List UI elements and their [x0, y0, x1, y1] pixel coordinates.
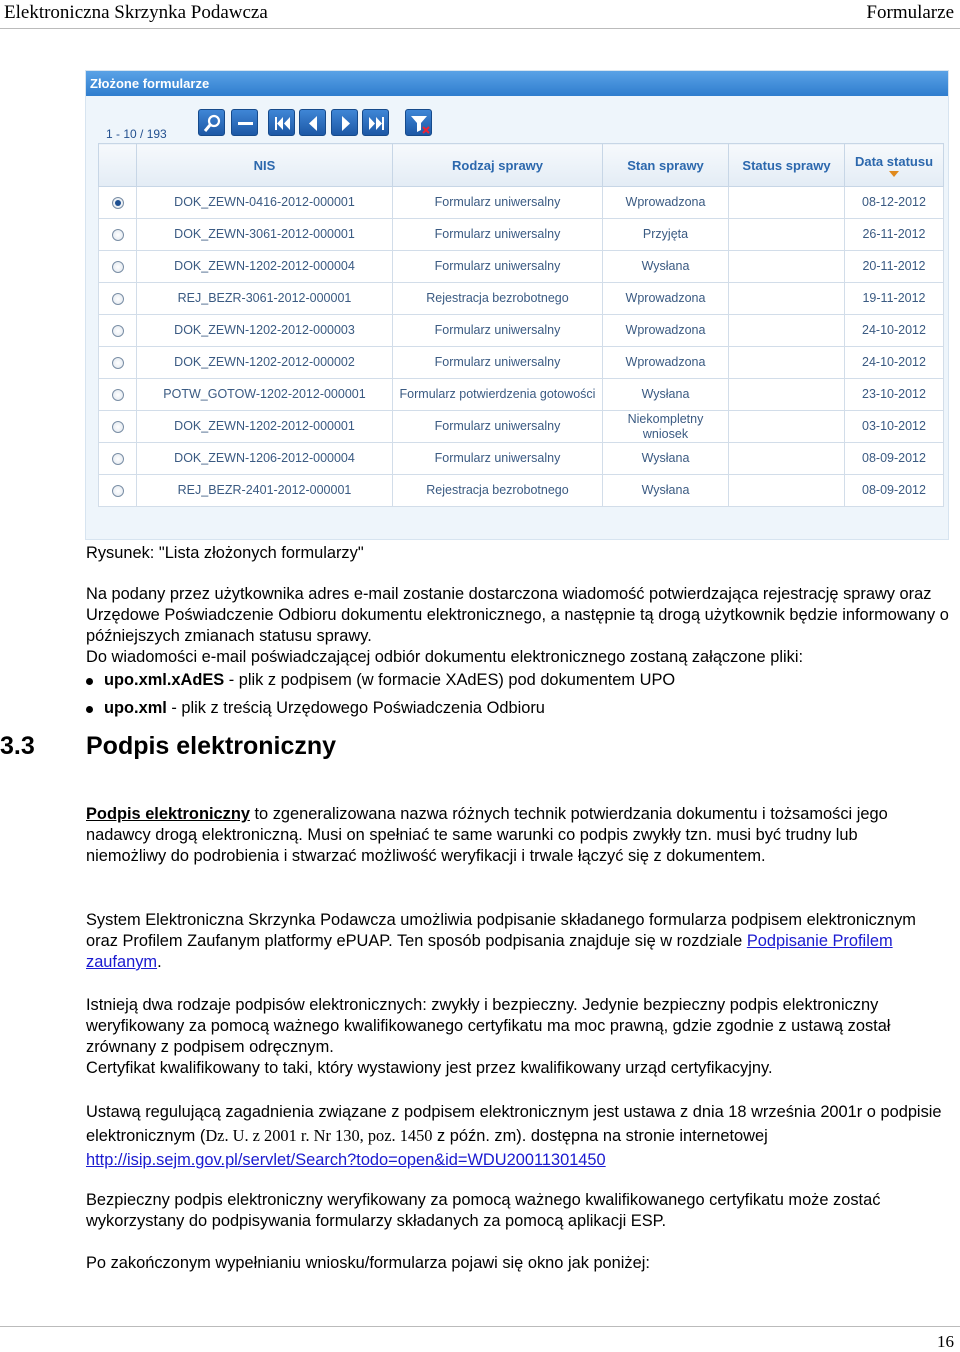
cell-case-type: Formularz potwierdzenia gotowości: [393, 379, 603, 411]
row-select-radio[interactable]: [99, 187, 137, 219]
filter-clear-icon: [406, 110, 433, 137]
cell-case-type: Formularz uniwersalny: [393, 443, 603, 475]
cell-case-status: [729, 187, 845, 219]
table-row[interactable]: [99, 219, 944, 251]
submitted-forms-panel: [85, 70, 949, 540]
table-row[interactable]: [99, 475, 944, 507]
trusted-profile-link[interactable]: Podpisanie Profilem zaufanym: [86, 932, 893, 971]
forms-table: [98, 143, 944, 507]
column-header-case-type[interactable]: Rodzaj sprawy: [393, 144, 603, 187]
paragraph-text: System Elektroniczna Skrzynka Podawcza umożliwia podpisanie składanego formularza podpisem elektronicznym oraz Profilem Zaufanym platformy ePUAP. Ten sposób podpisania znajduje się w rozdziale: [86, 911, 916, 950]
previous-page-button[interactable]: [299, 109, 326, 136]
header-section: Formularze: [866, 2, 954, 23]
cell-status-date: 24-10-2012: [845, 347, 944, 379]
cell-case-type: Formularz uniwersalny: [393, 187, 603, 219]
last-page-button[interactable]: [362, 109, 389, 136]
paragraph-text-certificate: Certyfikat kwalifikowany to taki, który wystawiony jest przez kwalifikowany urząd certyfikacyjny.: [86, 1059, 773, 1077]
table-row[interactable]: [99, 411, 944, 443]
file-description: - plik z treścią Urzędowego Poświadczenia Odbioru: [166, 699, 545, 717]
section-heading: [0, 732, 336, 761]
cell-case-type: Formularz uniwersalny: [393, 347, 603, 379]
defined-term: Podpis elektroniczny: [86, 805, 250, 823]
page-number: 16: [937, 1332, 954, 1351]
attachment-list: [86, 670, 675, 726]
cell-nis: DOK_ZEWN-1202-2012-000002: [137, 347, 393, 379]
row-select-radio[interactable]: [99, 475, 137, 507]
minus-icon: [232, 110, 259, 137]
table-header-row: [99, 144, 944, 187]
cell-case-state: Przyjęta: [603, 219, 729, 251]
cell-nis: DOK_ZEWN-1202-2012-000004: [137, 251, 393, 283]
paragraph-signing-methods: [86, 910, 936, 973]
radio-button-icon[interactable]: [112, 421, 124, 433]
paragraph-text: Na podany przez użytkownika adres e-mail zostanie dostarczona wiadomość potwierdzająca rejestrację sprawy oraz Urzędowe Poświadczenie Odbioru dokumentu elektronicznego, a następnie tą drogą użytkownik będzie informowany o późniejszych zmianach statusu sprawy.: [86, 585, 949, 645]
row-select-radio[interactable]: [99, 315, 137, 347]
cell-case-state: Wprowadzona: [603, 283, 729, 315]
cell-status-date: 26-11-2012: [845, 219, 944, 251]
cell-case-status: [729, 379, 845, 411]
cell-case-state: Niekompletny wniosek: [603, 411, 729, 443]
cell-case-state: Wprowadzona: [603, 315, 729, 347]
header-doc-title: Elektroniczna Skrzynka Podawcza: [4, 2, 268, 23]
paragraph-text: Ustawą regulującą zagadnienia związane z podpisem elektronicznym jest ustawa z dnia 18 września 2001r o podpisie elektronicznym (: [86, 1103, 942, 1145]
cell-case-type: Rejestracja bezrobotnego: [393, 283, 603, 315]
cell-case-status: [729, 283, 845, 315]
list-item: [86, 670, 675, 698]
status-date-label: Data statusu: [854, 153, 934, 169]
cell-nis: DOK_ZEWN-1202-2012-000003: [137, 315, 393, 347]
radio-button-icon[interactable]: [112, 357, 124, 369]
search-icon: [199, 110, 226, 137]
column-header-case-status[interactable]: Status sprawy: [729, 144, 845, 187]
table-row[interactable]: [99, 187, 944, 219]
radio-button-icon[interactable]: [112, 197, 124, 209]
cell-case-type: Formularz uniwersalny: [393, 315, 603, 347]
paragraph-signature-types: [86, 995, 946, 1079]
table-row[interactable]: [99, 251, 944, 283]
cell-case-status: [729, 219, 845, 251]
cell-status-date: 20-11-2012: [845, 251, 944, 283]
clear-filter-button[interactable]: [405, 109, 432, 136]
cell-case-status: [729, 475, 845, 507]
cell-case-status: [729, 411, 845, 443]
last-page-icon: [363, 110, 390, 137]
radio-button-icon[interactable]: [112, 453, 124, 465]
radio-button-icon[interactable]: [112, 229, 124, 241]
row-select-radio[interactable]: [99, 443, 137, 475]
cell-nis: DOK_ZEWN-1206-2012-000004: [137, 443, 393, 475]
row-select-radio[interactable]: [99, 347, 137, 379]
cell-case-status: [729, 443, 845, 475]
cell-case-type: Rejestracja bezrobotnego: [393, 475, 603, 507]
footer-divider: [0, 1326, 960, 1327]
paragraph-text-cont: z późn. zm). dostępna na stronie internetowej: [432, 1127, 768, 1145]
paragraph-legal-basis: [86, 1100, 946, 1172]
cell-status-date: 08-12-2012: [845, 187, 944, 219]
table-row[interactable]: [99, 379, 944, 411]
paragraph-email-confirmation: [86, 584, 956, 668]
sort-desc-icon: [889, 171, 899, 177]
table-row[interactable]: [99, 443, 944, 475]
first-page-icon: [269, 110, 296, 137]
header-divider: [0, 28, 960, 29]
collapse-button[interactable]: [231, 109, 258, 136]
cell-nis: DOK_ZEWN-1202-2012-000001: [137, 411, 393, 443]
row-select-radio[interactable]: [99, 283, 137, 315]
file-description: - plik z podpisem (w formacie XAdES) pod dokumentem UPO: [224, 671, 676, 689]
column-header-status-date[interactable]: [845, 144, 944, 187]
column-header-nis[interactable]: NIS: [137, 144, 393, 187]
first-page-button[interactable]: [268, 109, 295, 136]
cell-nis: REJ_BEZR-3061-2012-000001: [137, 283, 393, 315]
pagination-count: 1 - 10 / 193: [106, 127, 167, 141]
section-number: 3.3: [0, 732, 35, 760]
cell-nis: REJ_BEZR-2401-2012-000001: [137, 475, 393, 507]
cell-status-date: 08-09-2012: [845, 475, 944, 507]
select-column-header: [99, 144, 137, 187]
file-name: upo.xml.xAdES: [104, 671, 225, 689]
panel-title: Złożone formularze: [86, 71, 948, 96]
paragraph-text-attachments: Do wiadomości e-mail poświadczającej odbiór dokumentu elektronicznego zostaną załączone pliki:: [86, 648, 804, 666]
row-select-radio[interactable]: [99, 379, 137, 411]
paragraph-secure-signature: Bezpieczny podpis elektroniczny weryfikowany za pomocą ważnego kwalifikowanego certyfikatu może zostać wykorzystany do podpisywania formularzy składanych za pomocą aplikacji ESP.: [86, 1191, 881, 1230]
cell-nis: POTW_GOTOW-1202-2012-000001: [137, 379, 393, 411]
cell-case-state: Wysłana: [603, 379, 729, 411]
cell-case-type: Formularz uniwersalny: [393, 411, 603, 443]
cell-case-status: [729, 315, 845, 347]
section-title: Podpis elektroniczny: [86, 732, 337, 760]
cell-case-state: Wprowadzona: [603, 347, 729, 379]
sejm-url-link[interactable]: http://isip.sejm.gov.pl/servlet/Search?todo=open&id=WDU20011301450: [86, 1151, 606, 1169]
figure-caption: Rysunek: "Lista złożonych formularzy": [86, 544, 364, 562]
cell-status-date: 08-09-2012: [845, 443, 944, 475]
column-header-case-state[interactable]: Stan sprawy: [603, 144, 729, 187]
table-row[interactable]: [99, 347, 944, 379]
cell-status-date: 24-10-2012: [845, 315, 944, 347]
radio-button-icon[interactable]: [112, 389, 124, 401]
file-name: upo.xml: [104, 699, 167, 717]
paragraph-definition: [86, 804, 936, 867]
list-item: [86, 698, 675, 726]
cell-case-state: Wysłana: [603, 475, 729, 507]
paragraph-text: to zgeneralizowana nazwa różnych technik potwierdzania dokumentu i tożsamości jego nadawcy drogą elektroniczną. Musi on spełniać te same warunki co podpis zwykły tzn. musi być trudny lub niemożliwy do podrobienia i stwarzać możliwość weryfikacji i trwale łączyć się z dokumentem.: [86, 805, 888, 865]
radio-button-icon[interactable]: [112, 261, 124, 273]
cell-status-date: 19-11-2012: [845, 283, 944, 315]
next-page-button[interactable]: [331, 109, 358, 136]
cell-status-date: 03-10-2012: [845, 411, 944, 443]
previous-icon: [300, 110, 327, 137]
cell-case-state: Wprowadzona: [603, 187, 729, 219]
cell-case-type: Formularz uniwersalny: [393, 219, 603, 251]
journal-reference: Dz. U. z 2001 r. Nr 130, poz. 1450: [205, 1126, 433, 1145]
row-select-radio[interactable]: [99, 411, 137, 443]
cell-status-date: 23-10-2012: [845, 379, 944, 411]
cell-nis: DOK_ZEWN-0416-2012-000001: [137, 187, 393, 219]
row-select-radio[interactable]: [99, 251, 137, 283]
cell-case-status: [729, 347, 845, 379]
radio-button-icon[interactable]: [112, 325, 124, 337]
next-icon: [332, 110, 359, 137]
row-select-radio[interactable]: [99, 219, 137, 251]
cell-case-status: [729, 251, 845, 283]
radio-button-icon[interactable]: [112, 485, 124, 497]
cell-nis: DOK_ZEWN-3061-2012-000001: [137, 219, 393, 251]
paragraph-window-intro: Po zakończonym wypełnianiu wniosku/formularza pojawi się okno jak poniżej:: [86, 1254, 650, 1272]
cell-case-state: Wysłana: [603, 251, 729, 283]
paragraph-text-end: .: [157, 953, 162, 971]
cell-case-type: Formularz uniwersalny: [393, 251, 603, 283]
radio-button-icon[interactable]: [112, 293, 124, 305]
table-row[interactable]: [99, 283, 944, 315]
table-row[interactable]: [99, 315, 944, 347]
cell-case-state: Wysłana: [603, 443, 729, 475]
paragraph-text: Istnieją dwa rodzaje podpisów elektronicznych: zwykły i bezpieczny. Jedynie bezpieczny podpis elektroniczny weryfikowany za pomocą ważnego kwalifikowanego certyfikatu ma moc prawną, gdzie zgodnie z ustawą został zrównany z podpisem odręcznym.: [86, 996, 891, 1056]
search-button[interactable]: [198, 109, 225, 136]
